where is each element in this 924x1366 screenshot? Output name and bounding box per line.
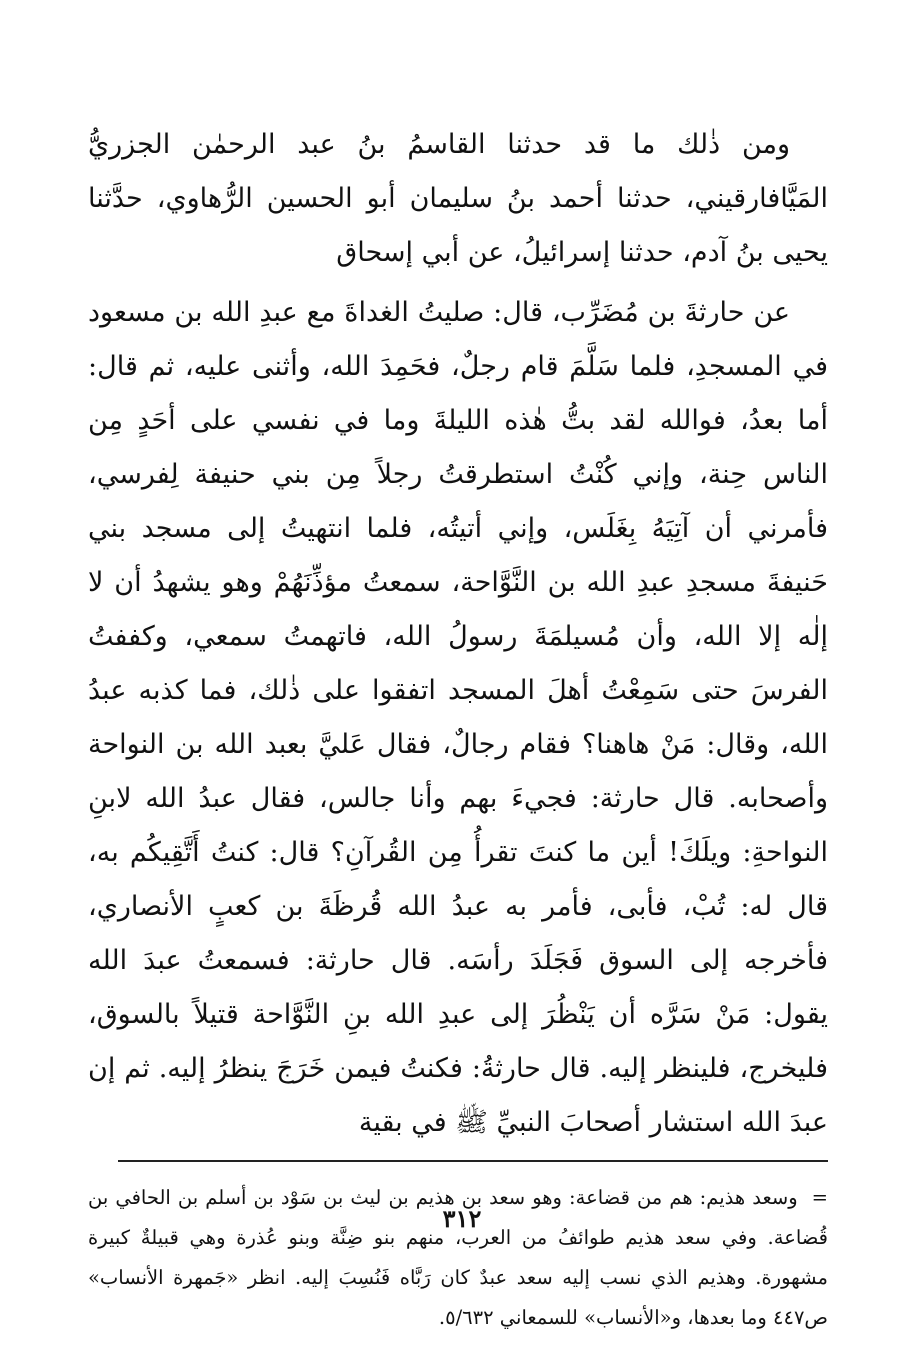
footnote-text: وسعد هذيم: هم من قضاعة: وهو سعد بن هذيم بن ليث بن سَوْد بن أسلم بن الحافي بن قُضاعة. وفي سعد هذيم طوائفُ من العرب، منهم بنو ضِنَّة وبنو عُذرة وهي قبيلةٌ كبيرة مشهورة. وهذيم الذي نسب إليه سعد عبدٌ كان رَبَّاه فَنُسِبَ إليه. انظر «جَمهرة الأنساب» ص٤٤٧ وما بعدها، و«الأنساب» للسمعاني ٥/٦٣٢. <box>88 1186 828 1329</box>
page-number: ٣١٢ <box>442 1204 482 1233</box>
footnote <box>88 1178 828 1338</box>
hadith-paragraph: عن حارثةَ بن مُضَرِّب، قال: صليتُ الغداةَ مع عبدِ الله بن مسعود في المسجدِ، فلما سَلَّمَ قام رجلٌ، فحَمِدَ الله، وأثنى عليه، ثم قال: أما بعدُ، فوالله لقد بتُّ هٰذه الليلةَ وما في نفسي على أحَدٍ مِن الناس حِنة، وإني كُنْتُ استطرقتُ رجلاً مِن بني حنيفة لِفرسي، فأمرني أن آتِيَهُ بِغَلَس، وإني أتيتُه، فلما انتهيتُ إلى مسجد بني حَنيفةَ مسجدِ عبدِ الله بن النَّوَّاحة، سمعتُ مؤذِّنَهُمْ وهو يشهدُ أن لا إلٰه إلا الله، وأن مُسيلمَةَ رسولُ الله، فاتهمتُ سمعي، وكففتُ الفرسَ حتى سَمِعْتُ أهلَ المسجد اتفقوا على ذٰلك، فما كذبه عبدُ الله، وقال: مَنْ هاهنا؟ فقام رجالٌ، فقال عَليَّ بعبد الله بن النواحة وأصحابه. قال حارثة: فجيءَ بهم وأنا جالس، فقال عبدُ الله لابنِ النواحةِ: ويلَكَ! أين ما كنتَ تقرأُ مِن القُرآنِ؟ قال: كنتُ أَتَّقِيكُم به، قال له: تُبْ، فأبى، فأمر به عبدُ الله قُرظَةَ بن كعبٍ الأنصاري، فأخرجه إلى السوق فَجَلَدَ رأسَه. قال حارثة: فسمعتُ عبدَ الله يقول: مَنْ سَرَّه أن يَنْظُرَ إلى عبدِ الله بنِ النَّوَّاحة قتيلاً بالسوق، فليخرج، فلينظر إليه. قال حارثةُ: فكنتُ فيمن خَرَجَ ينظرُ إليه. ثم إن عبدَ الله استشار أصحابَ النبيِّ ﷺ في بقية <box>88 297 828 1138</box>
footnote-continuation-marker: = <box>811 1186 828 1209</box>
footnote-divider <box>118 1160 828 1162</box>
isnad-paragraph: ومن ذٰلك ما قد حدثنا القاسمُ بنُ عبد الرحمٰن الجزريُّ المَيَّافارقيني، حدثنا أحمد بنُ سليمان أبو الحسين الرُّهاوي، حدَّثنا يحيى بنُ آدم، حدثنا إسرائيلُ، عن أبي إسحاق <box>88 129 828 268</box>
book-page <box>88 118 828 1329</box>
